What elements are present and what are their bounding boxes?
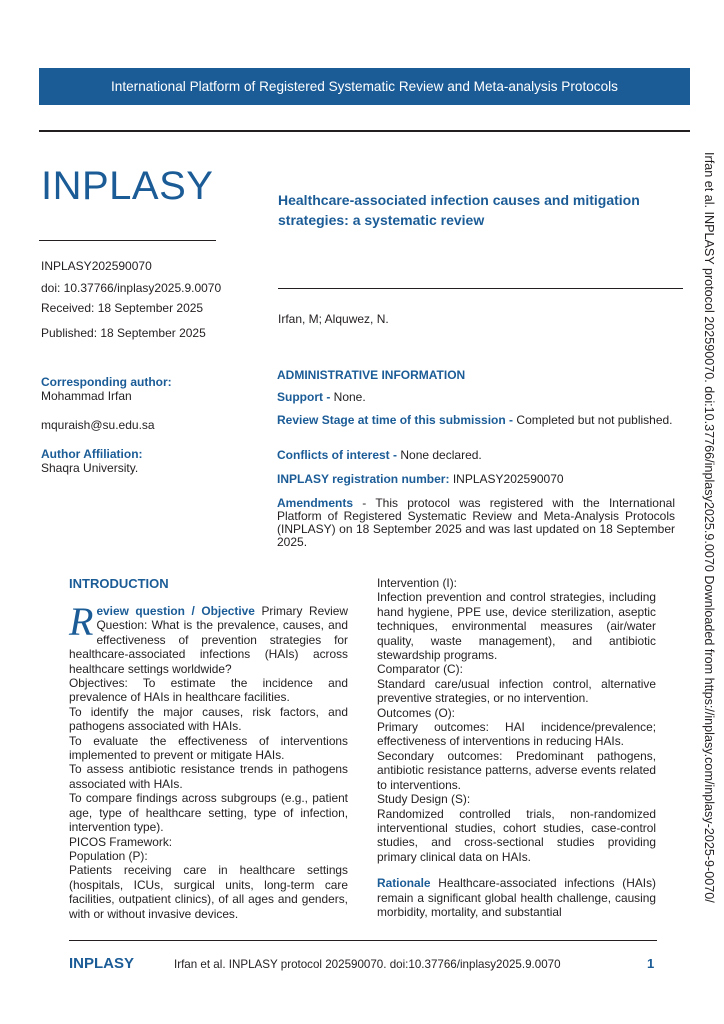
- received-date: Received: 18 September 2025: [41, 301, 204, 315]
- stage-label: Review Stage at time of this submission -: [277, 413, 514, 427]
- review-question-paragraph: [69, 599, 348, 676]
- support-label: Support -: [277, 390, 331, 404]
- study-design-text: Randomized controlled trials, non-randomized interventional studies, cohort studies, case-control studies, and cross-sectional studies providing primary clinical data on HAIs.: [377, 806, 656, 864]
- stage-value: Completed but not published.: [516, 413, 673, 427]
- affiliation-label: Author Affiliation:: [41, 447, 143, 461]
- comparator-text: Standard care/usual infection control, alternative preventive strategies, or no intervention.: [377, 676, 656, 706]
- footer-divider: [69, 940, 657, 941]
- admin-support: [277, 391, 675, 404]
- published-date: Published: 18 September 2025: [41, 326, 206, 340]
- conflicts-value: None declared.: [400, 448, 482, 462]
- comparator-label: Comparator (C):: [377, 662, 463, 677]
- amendments-value: - This protocol was registered with the International Platform of Registered Systematic Review and Meta-Analysis Protocols (INPLASY) on 18 September 2025 and was last updated on 18 September 2025.: [277, 496, 675, 549]
- conflicts-label: Conflicts of interest -: [277, 448, 398, 462]
- objective-4: To assess antibiotic resistance trends in pathogens associated with HAIs.: [69, 762, 348, 791]
- population-label: Population (P):: [69, 848, 148, 863]
- intervention-text: Infection prevention and control strategies, including hand hygiene, PPE use, device sterilization, aseptic techniques, environmental measures (air/water quality, waste management), and antibiotic stewardship programs.: [377, 590, 656, 663]
- population-text: Patients receiving care in healthcare settings (hospitals, ICUs, surgical units, long-term care facilities, outpatient clinics), of all ages and genders, with or without invasive devices.: [69, 863, 348, 921]
- introduction-heading: INTRODUCTION: [69, 576, 169, 591]
- footer-logo: INPLASY: [69, 955, 135, 972]
- picos-label: PICOS Framework:: [69, 834, 173, 849]
- objective-5: To compare findings across subgroups (e.g., patient age, type of healthcare setting, type of infection, intervention type).: [69, 791, 348, 835]
- objective-3: To evaluate the effectiveness of interventions implemented to prevent or mitigate HAIs.: [69, 733, 348, 763]
- admin-conflicts: [277, 449, 675, 462]
- vertical-download-note[interactable]: Irfan et al. INPLASY protocol 202590070. doi:10.37766/inplasy2025.9.0070 Downloaded from https://inplasy.com/inplasy-2025-9-0070/: [702, 152, 716, 903]
- paper-title: Healthcare-associated infection causes and mitigation strategies: a systematic review: [278, 192, 640, 228]
- intervention-label: Intervention (I):: [377, 576, 457, 590]
- registration-value: INPLASY202590070: [452, 472, 564, 486]
- amendments-label: Amendments: [277, 496, 354, 510]
- corresponding-author-email[interactable]: mquraish@su.edu.sa: [41, 418, 155, 432]
- dropcap: R: [69, 599, 94, 644]
- rationale-label: Rationale: [377, 876, 431, 891]
- outcomes-label: Outcomes (O):: [377, 705, 455, 720]
- study-design-label: Study Design (S):: [377, 792, 471, 807]
- admin-amendments: [277, 497, 675, 549]
- primary-outcomes: Primary outcomes: HAI incidence/prevalence; effectiveness of interventions in reducing HAIs.: [377, 720, 656, 749]
- authors: Irfan, M; Alquwez, N.: [278, 312, 389, 326]
- right-column: [377, 576, 656, 919]
- objectives: Objectives: To estimate the incidence and prevalence of HAIs in healthcare facilities.: [69, 676, 348, 705]
- header-banner: International Platform of Registered Systematic Review and Meta-analysis Protocols: [39, 68, 690, 105]
- admin-stage: [277, 414, 675, 427]
- registration-id: INPLASY202590070: [41, 259, 152, 273]
- corresponding-author-label: Corresponding author:: [41, 375, 172, 389]
- doi: doi: 10.37766/inplasy2025.9.0070: [41, 281, 222, 295]
- rationale-text: Healthcare-associated infections (HAIs) remain a significant global health challenge, causing morbidity, mortality, and substantial: [377, 876, 656, 919]
- top-divider: [39, 130, 690, 132]
- left-column: [69, 599, 348, 921]
- footer-citation: Irfan et al. INPLASY protocol 202590070. doi:10.37766/inplasy2025.9.0070: [174, 958, 561, 971]
- secondary-outcomes: Secondary outcomes: Predominant pathogens, antibiotic resistance patterns, adverse events related to interventions.: [377, 748, 656, 792]
- admin-heading: ADMINISTRATIVE INFORMATION: [277, 368, 466, 382]
- admin-registration: [277, 473, 675, 486]
- affiliation-value: Shaqra University.: [41, 461, 139, 475]
- corresponding-author-name: Mohammad Irfan: [41, 389, 132, 403]
- registration-label: INPLASY registration number:: [277, 472, 450, 486]
- objective-2: To identify the major causes, risk factors, and pathogens associated with HAIs.: [69, 704, 348, 734]
- support-value: None.: [333, 390, 366, 404]
- inplasy-logo: INPLASY: [41, 164, 214, 208]
- review-question-label: eview question / Objective: [96, 604, 255, 618]
- title-divider: [278, 288, 683, 289]
- page-number: 1: [647, 956, 655, 971]
- review-question-text: Primary Review Question: What is the prevalence, causes, and effectiveness of prevention strategies for healthcare-associated infections (HAIs) across healthcare settings worldwide?: [69, 604, 348, 676]
- rationale-paragraph: [377, 876, 656, 919]
- logo-divider: [39, 240, 216, 241]
